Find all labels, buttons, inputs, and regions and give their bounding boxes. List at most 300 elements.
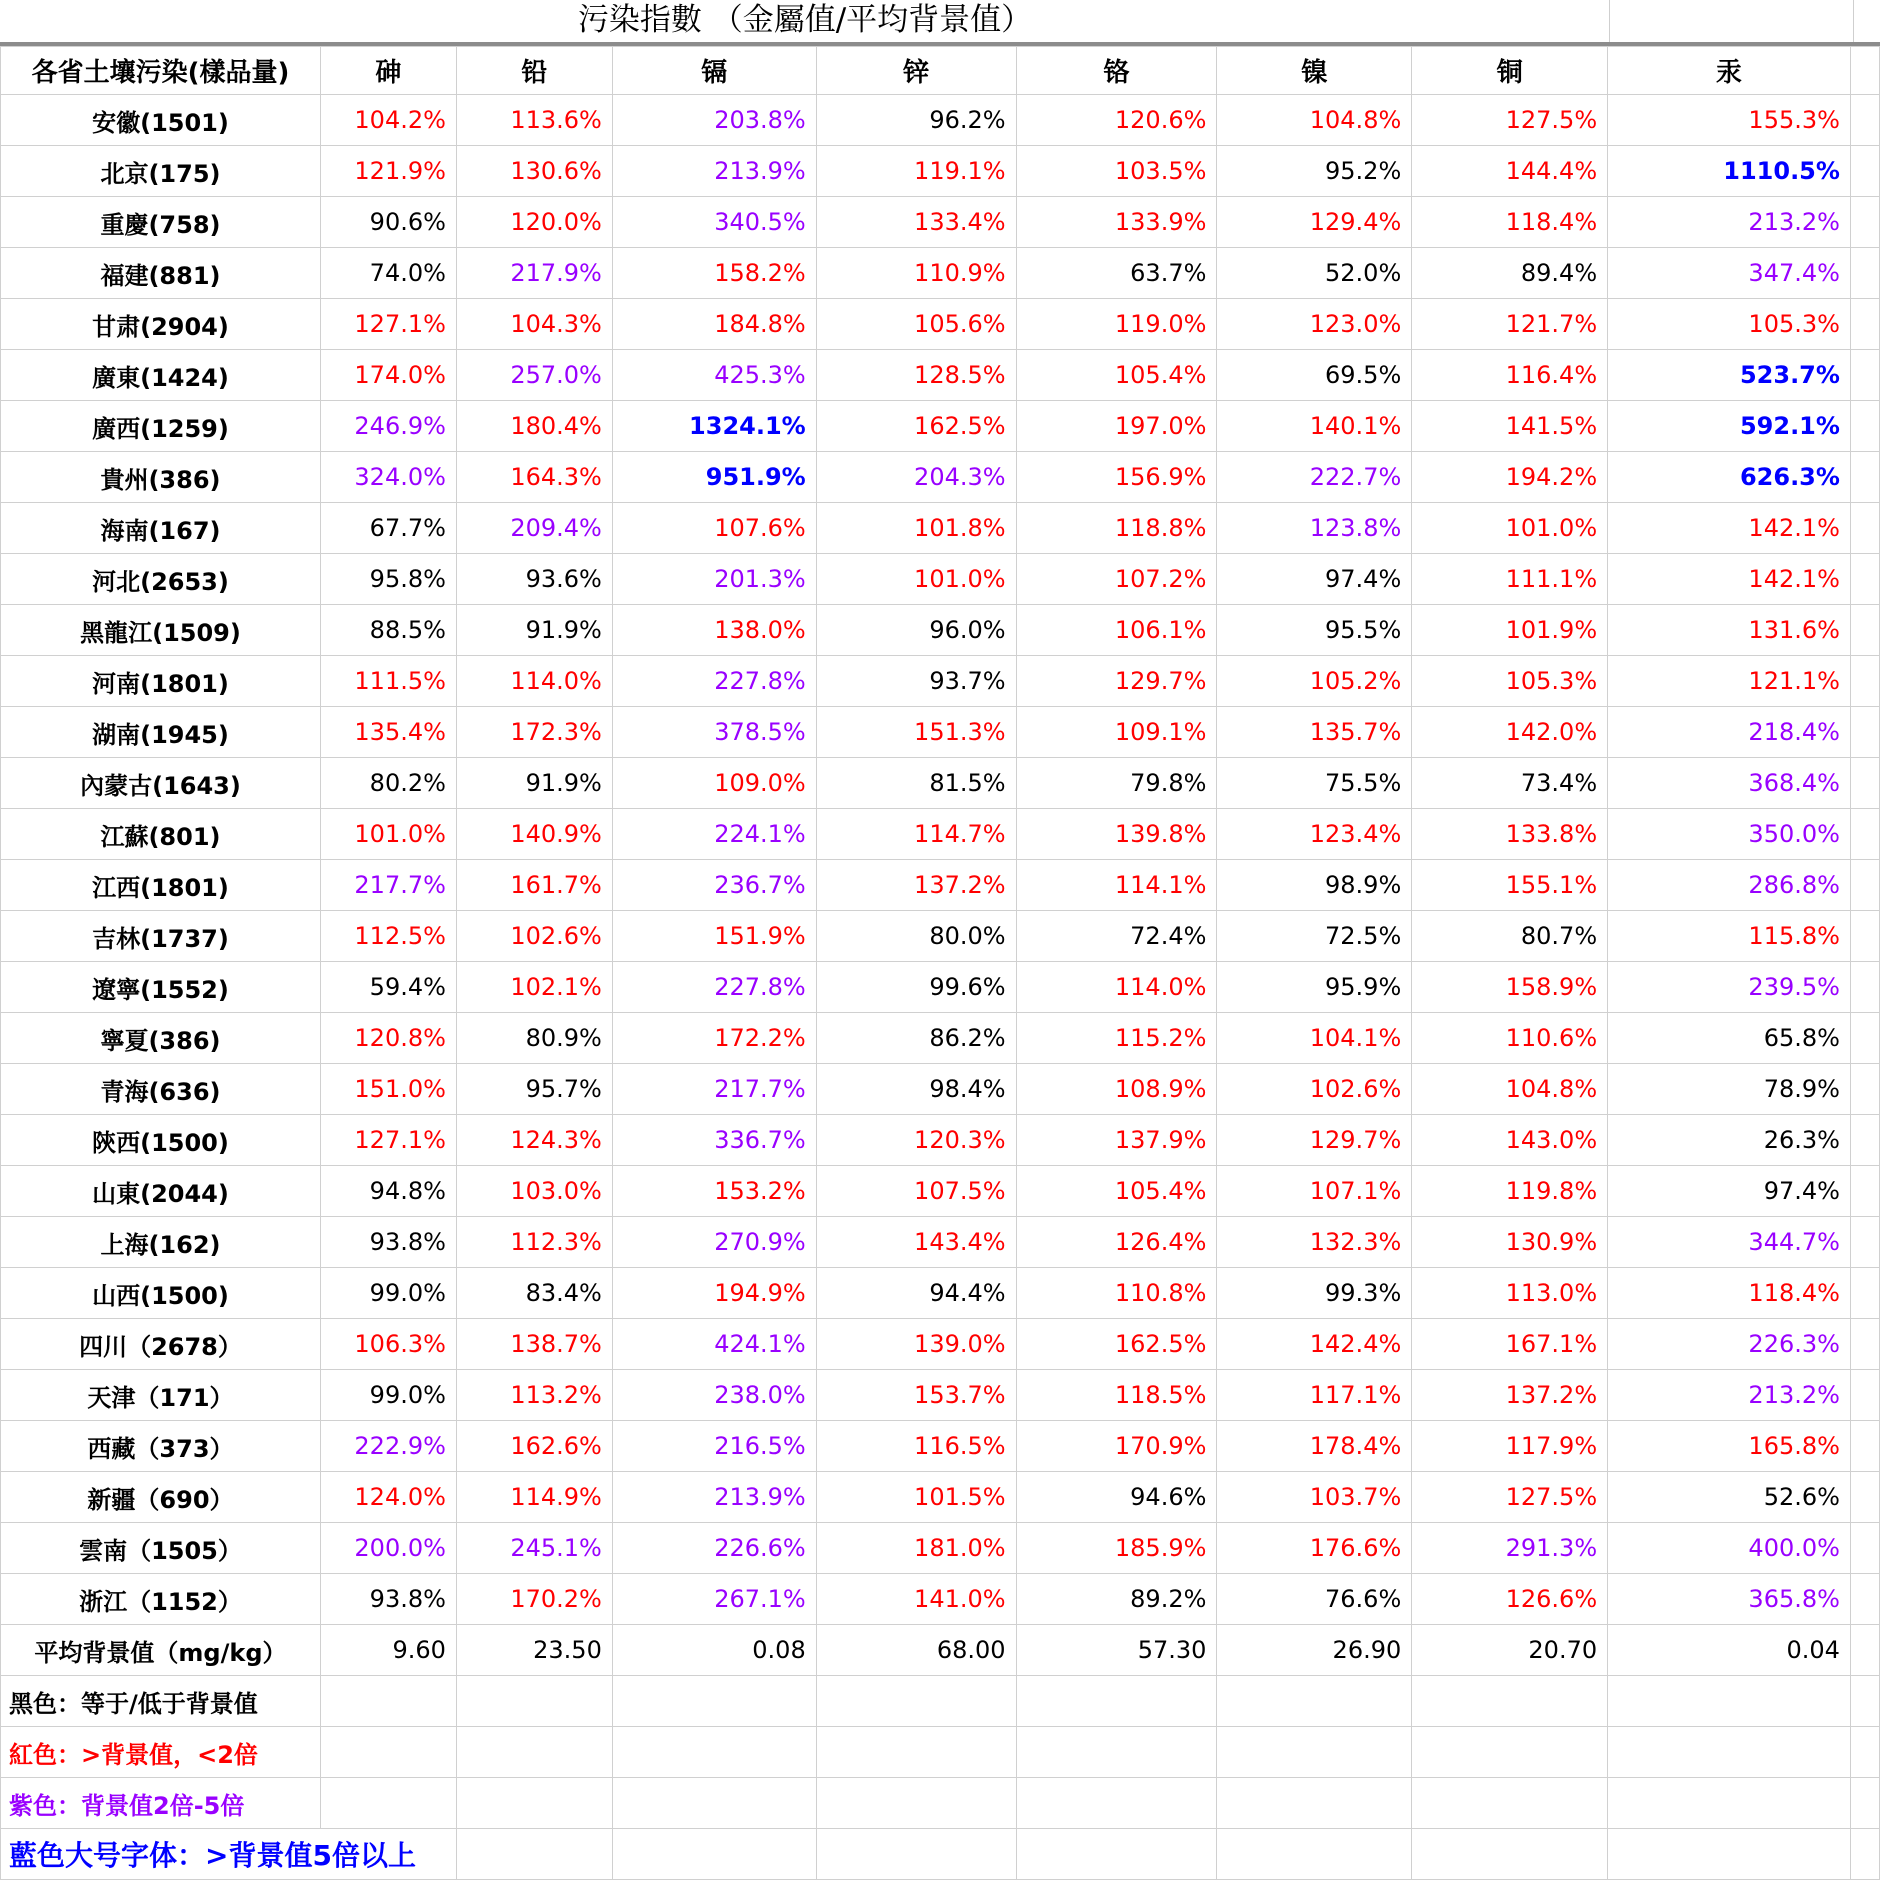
value-cell[interactable]: 161.7% — [456, 860, 612, 911]
value-cell[interactable]: 137.9% — [1016, 1115, 1217, 1166]
value-cell[interactable]: 26.90 — [1217, 1625, 1412, 1676]
province-cell[interactable]: 貴州(386) — [1, 452, 321, 503]
empty-cell[interactable] — [612, 1778, 816, 1829]
empty-cell[interactable] — [1850, 452, 1879, 503]
value-cell[interactable]: 105.3% — [1608, 299, 1851, 350]
value-cell[interactable]: 114.0% — [456, 656, 612, 707]
value-cell[interactable]: 97.4% — [1608, 1166, 1851, 1217]
value-cell[interactable]: 130.6% — [456, 146, 612, 197]
value-cell[interactable]: 110.6% — [1412, 1013, 1608, 1064]
empty-cell[interactable] — [1850, 47, 1879, 95]
empty-cell[interactable] — [1016, 1778, 1217, 1829]
value-cell[interactable]: 107.5% — [816, 1166, 1016, 1217]
empty-cell[interactable] — [1608, 1829, 1851, 1880]
empty-cell[interactable] — [1016, 1829, 1217, 1880]
value-cell[interactable]: 270.9% — [612, 1217, 816, 1268]
empty-cell[interactable] — [1850, 758, 1879, 809]
value-cell[interactable]: 127.1% — [320, 299, 456, 350]
value-cell[interactable]: 224.1% — [612, 809, 816, 860]
value-cell[interactable]: 107.1% — [1217, 1166, 1412, 1217]
value-cell[interactable]: 340.5% — [612, 197, 816, 248]
value-cell[interactable]: 57.30 — [1016, 1625, 1217, 1676]
value-cell[interactable]: 155.3% — [1608, 95, 1851, 146]
value-cell[interactable]: 120.6% — [1016, 95, 1217, 146]
value-cell[interactable]: 222.7% — [1217, 452, 1412, 503]
value-cell[interactable]: 127.5% — [1412, 95, 1608, 146]
empty-cell[interactable] — [320, 1727, 456, 1778]
value-cell[interactable]: 123.8% — [1217, 503, 1412, 554]
value-cell[interactable]: 120.0% — [456, 197, 612, 248]
empty-cell[interactable] — [1850, 1778, 1879, 1829]
legend-cell[interactable]: 黑色：等于/低于背景值 — [1, 1676, 321, 1727]
value-cell[interactable]: 121.1% — [1608, 656, 1851, 707]
empty-cell[interactable] — [1850, 401, 1879, 452]
value-cell[interactable]: 131.6% — [1608, 605, 1851, 656]
legend-cell[interactable]: 紅色：>背景值，<2倍 — [1, 1727, 321, 1778]
value-cell[interactable]: 365.8% — [1608, 1574, 1851, 1625]
metal-column-header[interactable]: 铜 — [1412, 47, 1608, 95]
value-cell[interactable]: 26.3% — [1608, 1115, 1851, 1166]
value-cell[interactable]: 101.5% — [816, 1472, 1016, 1523]
value-cell[interactable]: 141.5% — [1412, 401, 1608, 452]
empty-cell[interactable] — [1850, 1676, 1879, 1727]
province-cell[interactable]: 天津（171） — [1, 1370, 321, 1421]
value-cell[interactable]: 118.4% — [1608, 1268, 1851, 1319]
value-cell[interactable]: 114.9% — [456, 1472, 612, 1523]
value-cell[interactable]: 142.4% — [1217, 1319, 1412, 1370]
empty-cell[interactable] — [1217, 1676, 1412, 1727]
value-cell[interactable]: 213.9% — [612, 146, 816, 197]
value-cell[interactable]: 63.7% — [1016, 248, 1217, 299]
province-cell[interactable]: 西藏（373） — [1, 1421, 321, 1472]
province-cell[interactable]: 上海(162) — [1, 1217, 321, 1268]
value-cell[interactable]: 201.3% — [612, 554, 816, 605]
value-cell[interactable]: 246.9% — [320, 401, 456, 452]
value-cell[interactable]: 153.7% — [816, 1370, 1016, 1421]
value-cell[interactable]: 98.9% — [1217, 860, 1412, 911]
province-cell[interactable]: 湖南(1945) — [1, 707, 321, 758]
province-cell[interactable]: 山西(1500) — [1, 1268, 321, 1319]
province-cell[interactable]: 安徽(1501) — [1, 95, 321, 146]
value-cell[interactable]: 226.3% — [1608, 1319, 1851, 1370]
value-cell[interactable]: 102.6% — [456, 911, 612, 962]
value-cell[interactable]: 138.7% — [456, 1319, 612, 1370]
value-cell[interactable]: 94.8% — [320, 1166, 456, 1217]
value-cell[interactable]: 93.8% — [320, 1217, 456, 1268]
value-cell[interactable]: 170.9% — [1016, 1421, 1217, 1472]
value-cell[interactable]: 227.8% — [612, 962, 816, 1013]
value-cell[interactable]: 128.5% — [816, 350, 1016, 401]
value-cell[interactable]: 98.4% — [816, 1064, 1016, 1115]
empty-cell[interactable] — [1016, 1727, 1217, 1778]
value-cell[interactable]: 140.1% — [1217, 401, 1412, 452]
value-cell[interactable]: 115.2% — [1016, 1013, 1217, 1064]
value-cell[interactable]: 95.2% — [1217, 146, 1412, 197]
value-cell[interactable]: 123.0% — [1217, 299, 1412, 350]
empty-cell[interactable] — [1850, 860, 1879, 911]
value-cell[interactable]: 75.5% — [1217, 758, 1412, 809]
empty-cell[interactable] — [456, 1676, 612, 1727]
province-cell[interactable]: 黑龍江(1509) — [1, 605, 321, 656]
value-cell[interactable]: 217.7% — [612, 1064, 816, 1115]
value-cell[interactable]: 109.1% — [1016, 707, 1217, 758]
value-cell[interactable]: 133.4% — [816, 197, 1016, 248]
value-cell[interactable]: 137.2% — [816, 860, 1016, 911]
empty-cell[interactable] — [612, 1727, 816, 1778]
value-cell[interactable]: 80.9% — [456, 1013, 612, 1064]
value-cell[interactable]: 113.2% — [456, 1370, 612, 1421]
value-cell[interactable]: 213.2% — [1608, 197, 1851, 248]
empty-cell[interactable] — [1850, 350, 1879, 401]
value-cell[interactable]: 83.4% — [456, 1268, 612, 1319]
value-cell[interactable]: 142.0% — [1412, 707, 1608, 758]
province-cell[interactable]: 吉林(1737) — [1, 911, 321, 962]
value-cell[interactable]: 112.3% — [456, 1217, 612, 1268]
province-cell[interactable]: 江西(1801) — [1, 860, 321, 911]
empty-cell[interactable] — [1412, 1778, 1608, 1829]
value-cell[interactable]: 76.6% — [1217, 1574, 1412, 1625]
value-cell[interactable]: 117.1% — [1217, 1370, 1412, 1421]
value-cell[interactable]: 218.4% — [1608, 707, 1851, 758]
value-cell[interactable]: 626.3% — [1608, 452, 1851, 503]
value-cell[interactable]: 236.7% — [612, 860, 816, 911]
value-cell[interactable]: 141.0% — [816, 1574, 1016, 1625]
empty-cell[interactable] — [1016, 1676, 1217, 1727]
value-cell[interactable]: 80.2% — [320, 758, 456, 809]
empty-cell[interactable] — [456, 1778, 612, 1829]
empty-cell[interactable] — [1850, 95, 1879, 146]
value-cell[interactable]: 102.1% — [456, 962, 612, 1013]
value-cell[interactable]: 105.6% — [816, 299, 1016, 350]
value-cell[interactable]: 23.50 — [456, 1625, 612, 1676]
value-cell[interactable]: 103.0% — [456, 1166, 612, 1217]
value-cell[interactable]: 368.4% — [1608, 758, 1851, 809]
value-cell[interactable]: 102.6% — [1217, 1064, 1412, 1115]
value-cell[interactable]: 103.5% — [1016, 146, 1217, 197]
empty-cell[interactable] — [1412, 1676, 1608, 1727]
value-cell[interactable]: 378.5% — [612, 707, 816, 758]
value-cell[interactable]: 114.0% — [1016, 962, 1217, 1013]
value-cell[interactable]: 1110.5% — [1608, 146, 1851, 197]
empty-cell[interactable] — [320, 1676, 456, 1727]
province-cell[interactable]: 河南(1801) — [1, 656, 321, 707]
province-cell[interactable]: 江蘇(801) — [1, 809, 321, 860]
value-cell[interactable]: 9.60 — [320, 1625, 456, 1676]
value-cell[interactable]: 78.9% — [1608, 1064, 1851, 1115]
province-cell[interactable]: 雲南（1505） — [1, 1523, 321, 1574]
value-cell[interactable]: 126.4% — [1016, 1217, 1217, 1268]
value-cell[interactable]: 238.0% — [612, 1370, 816, 1421]
empty-cell[interactable] — [1850, 1829, 1879, 1880]
value-cell[interactable]: 65.8% — [1608, 1013, 1851, 1064]
value-cell[interactable]: 79.8% — [1016, 758, 1217, 809]
value-cell[interactable]: 89.2% — [1016, 1574, 1217, 1625]
value-cell[interactable]: 425.3% — [612, 350, 816, 401]
value-cell[interactable]: 114.1% — [1016, 860, 1217, 911]
value-cell[interactable]: 121.7% — [1412, 299, 1608, 350]
value-cell[interactable]: 127.1% — [320, 1115, 456, 1166]
metal-column-header[interactable]: 汞 — [1608, 47, 1851, 95]
value-cell[interactable]: 217.7% — [320, 860, 456, 911]
empty-cell[interactable] — [1850, 1319, 1879, 1370]
empty-cell[interactable] — [1850, 503, 1879, 554]
empty-cell[interactable] — [1412, 1727, 1608, 1778]
value-cell[interactable]: 113.0% — [1412, 1268, 1608, 1319]
empty-cell[interactable] — [1850, 1625, 1879, 1676]
empty-cell[interactable] — [1850, 1574, 1879, 1625]
value-cell[interactable]: 105.2% — [1217, 656, 1412, 707]
value-cell[interactable]: 139.8% — [1016, 809, 1217, 860]
empty-cell[interactable] — [456, 1829, 612, 1880]
value-cell[interactable]: 104.2% — [320, 95, 456, 146]
empty-cell[interactable] — [1850, 248, 1879, 299]
value-cell[interactable]: 143.4% — [816, 1217, 1016, 1268]
empty-cell[interactable] — [1850, 1064, 1879, 1115]
row-label-header[interactable]: 各省土壤污染(樣品量) — [1, 47, 321, 95]
province-cell[interactable]: 海南(167) — [1, 503, 321, 554]
value-cell[interactable]: 184.8% — [612, 299, 816, 350]
province-cell[interactable]: 廣東(1424) — [1, 350, 321, 401]
empty-cell[interactable] — [816, 1778, 1016, 1829]
value-cell[interactable]: 68.00 — [816, 1625, 1016, 1676]
value-cell[interactable]: 213.2% — [1608, 1370, 1851, 1421]
value-cell[interactable]: 180.4% — [456, 401, 612, 452]
empty-cell[interactable] — [816, 1676, 1016, 1727]
value-cell[interactable]: 20.70 — [1412, 1625, 1608, 1676]
metal-column-header[interactable]: 镉 — [612, 47, 816, 95]
value-cell[interactable]: 95.7% — [456, 1064, 612, 1115]
value-cell[interactable]: 59.4% — [320, 962, 456, 1013]
value-cell[interactable]: 118.5% — [1016, 1370, 1217, 1421]
value-cell[interactable]: 164.3% — [456, 452, 612, 503]
value-cell[interactable]: 156.9% — [1016, 452, 1217, 503]
value-cell[interactable]: 137.2% — [1412, 1370, 1608, 1421]
value-cell[interactable]: 96.0% — [816, 605, 1016, 656]
value-cell[interactable]: 213.9% — [612, 1472, 816, 1523]
value-cell[interactable]: 162.6% — [456, 1421, 612, 1472]
empty-cell[interactable] — [1850, 656, 1879, 707]
value-cell[interactable]: 133.9% — [1016, 197, 1217, 248]
value-cell[interactable]: 119.0% — [1016, 299, 1217, 350]
empty-cell[interactable] — [1850, 1421, 1879, 1472]
value-cell[interactable]: 226.6% — [612, 1523, 816, 1574]
value-cell[interactable]: 95.9% — [1217, 962, 1412, 1013]
province-cell[interactable]: 內蒙古(1643) — [1, 758, 321, 809]
value-cell[interactable]: 130.9% — [1412, 1217, 1608, 1268]
value-cell[interactable]: 104.1% — [1217, 1013, 1412, 1064]
empty-cell[interactable] — [1850, 197, 1879, 248]
value-cell[interactable]: 99.3% — [1217, 1268, 1412, 1319]
value-cell[interactable]: 165.8% — [1608, 1421, 1851, 1472]
empty-cell[interactable] — [1850, 911, 1879, 962]
value-cell[interactable]: 142.1% — [1608, 554, 1851, 605]
value-cell[interactable]: 216.5% — [612, 1421, 816, 1472]
value-cell[interactable]: 350.0% — [1608, 809, 1851, 860]
value-cell[interactable]: 204.3% — [816, 452, 1016, 503]
value-cell[interactable]: 80.7% — [1412, 911, 1608, 962]
value-cell[interactable]: 73.4% — [1412, 758, 1608, 809]
value-cell[interactable]: 167.1% — [1412, 1319, 1608, 1370]
value-cell[interactable]: 99.6% — [816, 962, 1016, 1013]
province-cell[interactable]: 福建(881) — [1, 248, 321, 299]
empty-cell[interactable] — [1850, 146, 1879, 197]
value-cell[interactable]: 104.8% — [1412, 1064, 1608, 1115]
value-cell[interactable]: 1324.1% — [612, 401, 816, 452]
value-cell[interactable]: 324.0% — [320, 452, 456, 503]
value-cell[interactable]: 135.4% — [320, 707, 456, 758]
value-cell[interactable]: 72.5% — [1217, 911, 1412, 962]
empty-cell[interactable] — [1217, 1829, 1412, 1880]
empty-cell[interactable] — [1850, 1013, 1879, 1064]
value-cell[interactable]: 108.9% — [1016, 1064, 1217, 1115]
value-cell[interactable]: 106.3% — [320, 1319, 456, 1370]
province-cell[interactable]: 四川（2678） — [1, 1319, 321, 1370]
province-cell[interactable]: 平均背景值（mg/kg） — [1, 1625, 321, 1676]
value-cell[interactable]: 158.9% — [1412, 962, 1608, 1013]
value-cell[interactable]: 105.4% — [1016, 1166, 1217, 1217]
value-cell[interactable]: 93.7% — [816, 656, 1016, 707]
value-cell[interactable]: 129.7% — [1217, 1115, 1412, 1166]
value-cell[interactable]: 172.3% — [456, 707, 612, 758]
value-cell[interactable]: 119.1% — [816, 146, 1016, 197]
value-cell[interactable]: 174.0% — [320, 350, 456, 401]
value-cell[interactable]: 120.8% — [320, 1013, 456, 1064]
empty-cell[interactable] — [1850, 1217, 1879, 1268]
value-cell[interactable]: 67.7% — [320, 503, 456, 554]
value-cell[interactable]: 119.8% — [1412, 1166, 1608, 1217]
value-cell[interactable]: 0.04 — [1608, 1625, 1851, 1676]
value-cell[interactable]: 245.1% — [456, 1523, 612, 1574]
value-cell[interactable]: 111.1% — [1412, 554, 1608, 605]
value-cell[interactable]: 95.5% — [1217, 605, 1412, 656]
empty-cell[interactable] — [456, 1727, 612, 1778]
value-cell[interactable]: 118.4% — [1412, 197, 1608, 248]
value-cell[interactable]: 117.9% — [1412, 1421, 1608, 1472]
empty-cell[interactable] — [1217, 1778, 1412, 1829]
empty-cell[interactable] — [1850, 554, 1879, 605]
value-cell[interactable]: 176.6% — [1217, 1523, 1412, 1574]
value-cell[interactable]: 291.3% — [1412, 1523, 1608, 1574]
value-cell[interactable]: 200.0% — [320, 1523, 456, 1574]
value-cell[interactable]: 194.2% — [1412, 452, 1608, 503]
value-cell[interactable]: 197.0% — [1016, 401, 1217, 452]
metal-column-header[interactable]: 锌 — [816, 47, 1016, 95]
value-cell[interactable]: 203.8% — [612, 95, 816, 146]
value-cell[interactable]: 185.9% — [1016, 1523, 1217, 1574]
value-cell[interactable]: 105.3% — [1412, 656, 1608, 707]
value-cell[interactable]: 89.4% — [1412, 248, 1608, 299]
value-cell[interactable]: 96.2% — [816, 95, 1016, 146]
value-cell[interactable]: 0.08 — [612, 1625, 816, 1676]
empty-cell[interactable] — [816, 1829, 1016, 1880]
empty-cell[interactable] — [320, 1778, 456, 1829]
empty-cell[interactable] — [612, 1676, 816, 1727]
value-cell[interactable]: 93.6% — [456, 554, 612, 605]
value-cell[interactable]: 86.2% — [816, 1013, 1016, 1064]
value-cell[interactable]: 133.8% — [1412, 809, 1608, 860]
value-cell[interactable]: 113.6% — [456, 95, 612, 146]
value-cell[interactable]: 142.1% — [1608, 503, 1851, 554]
empty-cell[interactable] — [1850, 1115, 1879, 1166]
value-cell[interactable]: 91.9% — [456, 605, 612, 656]
value-cell[interactable]: 286.8% — [1608, 860, 1851, 911]
value-cell[interactable]: 121.9% — [320, 146, 456, 197]
value-cell[interactable]: 114.7% — [816, 809, 1016, 860]
value-cell[interactable]: 951.9% — [612, 452, 816, 503]
value-cell[interactable]: 101.0% — [320, 809, 456, 860]
empty-cell[interactable] — [1850, 1268, 1879, 1319]
value-cell[interactable]: 90.6% — [320, 197, 456, 248]
value-cell[interactable]: 140.9% — [456, 809, 612, 860]
value-cell[interactable]: 217.9% — [456, 248, 612, 299]
value-cell[interactable]: 69.5% — [1217, 350, 1412, 401]
province-cell[interactable]: 青海(636) — [1, 1064, 321, 1115]
value-cell[interactable]: 109.0% — [612, 758, 816, 809]
value-cell[interactable]: 129.4% — [1217, 197, 1412, 248]
value-cell[interactable]: 194.9% — [612, 1268, 816, 1319]
value-cell[interactable]: 336.7% — [612, 1115, 816, 1166]
value-cell[interactable]: 104.3% — [456, 299, 612, 350]
empty-cell[interactable] — [1850, 1523, 1879, 1574]
province-cell[interactable]: 北京(175) — [1, 146, 321, 197]
value-cell[interactable]: 81.5% — [816, 758, 1016, 809]
value-cell[interactable]: 106.1% — [1016, 605, 1217, 656]
value-cell[interactable]: 267.1% — [612, 1574, 816, 1625]
value-cell[interactable]: 239.5% — [1608, 962, 1851, 1013]
empty-cell[interactable] — [1608, 1778, 1851, 1829]
empty-cell[interactable] — [612, 1829, 816, 1880]
value-cell[interactable]: 52.0% — [1217, 248, 1412, 299]
value-cell[interactable]: 347.4% — [1608, 248, 1851, 299]
value-cell[interactable]: 74.0% — [320, 248, 456, 299]
value-cell[interactable]: 132.3% — [1217, 1217, 1412, 1268]
value-cell[interactable]: 523.7% — [1608, 350, 1851, 401]
value-cell[interactable]: 344.7% — [1608, 1217, 1851, 1268]
value-cell[interactable]: 172.2% — [612, 1013, 816, 1064]
metal-column-header[interactable]: 镍 — [1217, 47, 1412, 95]
value-cell[interactable]: 101.8% — [816, 503, 1016, 554]
metal-column-header[interactable]: 砷 — [320, 47, 456, 95]
empty-cell[interactable] — [1850, 605, 1879, 656]
value-cell[interactable]: 257.0% — [456, 350, 612, 401]
value-cell[interactable]: 123.4% — [1217, 809, 1412, 860]
value-cell[interactable]: 104.8% — [1217, 95, 1412, 146]
value-cell[interactable]: 178.4% — [1217, 1421, 1412, 1472]
legend-cell[interactable]: 藍色大号字体：>背景值5倍以上 — [1, 1829, 457, 1880]
value-cell[interactable]: 94.4% — [816, 1268, 1016, 1319]
metal-column-header[interactable]: 铬 — [1016, 47, 1217, 95]
value-cell[interactable]: 135.7% — [1217, 707, 1412, 758]
empty-cell[interactable] — [1850, 707, 1879, 758]
province-cell[interactable]: 新疆（690） — [1, 1472, 321, 1523]
value-cell[interactable]: 99.0% — [320, 1268, 456, 1319]
value-cell[interactable]: 94.6% — [1016, 1472, 1217, 1523]
empty-cell[interactable] — [1608, 1727, 1851, 1778]
value-cell[interactable]: 101.0% — [816, 554, 1016, 605]
province-cell[interactable]: 重慶(758) — [1, 197, 321, 248]
value-cell[interactable]: 124.0% — [320, 1472, 456, 1523]
empty-cell[interactable] — [1217, 1727, 1412, 1778]
value-cell[interactable]: 127.5% — [1412, 1472, 1608, 1523]
province-cell[interactable]: 甘肃(2904) — [1, 299, 321, 350]
province-cell[interactable]: 遼寧(1552) — [1, 962, 321, 1013]
value-cell[interactable]: 112.5% — [320, 911, 456, 962]
value-cell[interactable]: 110.9% — [816, 248, 1016, 299]
value-cell[interactable]: 103.7% — [1217, 1472, 1412, 1523]
value-cell[interactable]: 116.5% — [816, 1421, 1016, 1472]
value-cell[interactable]: 118.8% — [1016, 503, 1217, 554]
empty-cell[interactable] — [816, 1727, 1016, 1778]
